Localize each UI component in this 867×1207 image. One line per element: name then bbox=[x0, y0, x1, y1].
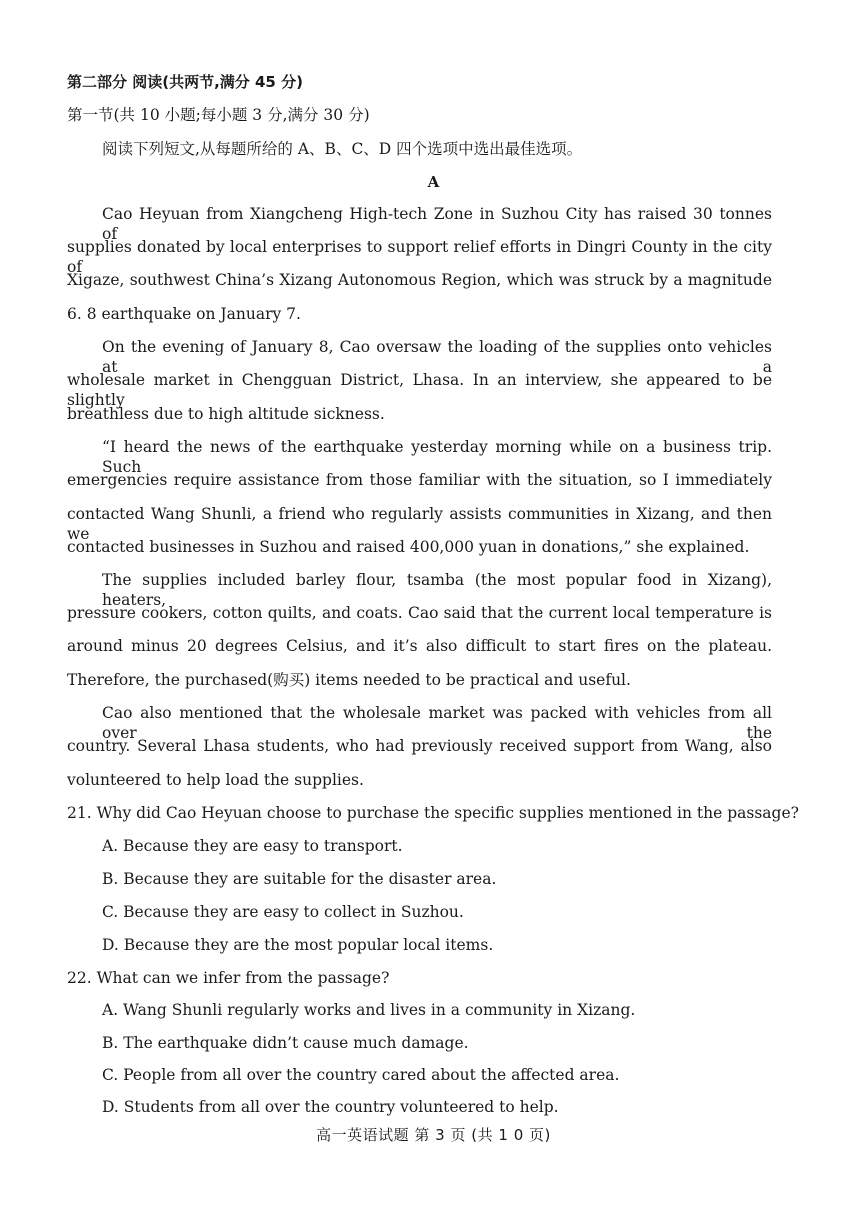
question-21-option-a: A. Because they are easy to transport. bbox=[102, 837, 403, 855]
passage-line: contacted businesses in Suzhou and raised 400,000 yuan in donations,” she explained. bbox=[67, 538, 750, 556]
passage-line: emergencies require assistance from those familiar with the situation, so I immediately bbox=[67, 471, 772, 489]
question-22-option-c: C. People from all over the country cared about the affected area. bbox=[102, 1066, 620, 1084]
question-21-option-d: D. Because they are the most popular local items. bbox=[102, 936, 494, 954]
passage-line: Therefore, the purchased(购买) items needed to be practical and useful. bbox=[67, 671, 631, 689]
instructions: 阅读下列短文,从每题所给的 A、B、C、D 四个选项中选出最佳选项。 bbox=[102, 140, 583, 158]
passage-line: The supplies included barley flour, tsamba (the most popular food in Xizang), heaters, bbox=[102, 571, 772, 609]
question-stem-22: 22. What can we infer from the passage? bbox=[67, 969, 390, 987]
question-22-option-a: A. Wang Shunli regularly works and lives in a community in Xizang. bbox=[102, 1001, 636, 1019]
page-footer: 高一英语试题 第 3 页 (共 1 0 页) bbox=[316, 1126, 551, 1144]
passage-line: wholesale market in Chengguan District, Lhasa. In an interview, she appeared to be slightly bbox=[67, 371, 772, 409]
question-21-option-b: B. Because they are suitable for the disaster area. bbox=[102, 870, 497, 888]
question-21-option-c: C. Because they are easy to collect in Suzhou. bbox=[102, 903, 464, 921]
question-22-option-b: B. The earthquake didn’t cause much damage. bbox=[102, 1034, 469, 1052]
passage-line: volunteered to help load the supplies. bbox=[67, 771, 364, 789]
passage-line: 6. 8 earthquake on January 7. bbox=[67, 305, 301, 323]
passage-line: Xigaze, southwest China’s Xizang Autonomous Region, which was struck by a magnitude bbox=[67, 271, 772, 289]
passage-line: supplies donated by local enterprises to support relief efforts in Dingri County in the city of bbox=[67, 238, 772, 276]
passage-line: Cao also mentioned that the wholesale market was packed with vehicles from all over the bbox=[102, 704, 772, 742]
passage-letter: A bbox=[427, 173, 440, 191]
passage-line: “I heard the news of the earthquake yesterday morning while on a business trip. Such bbox=[102, 438, 772, 476]
section-title: 第一节(共 10 小题;每小题 3 分,满分 30 分) bbox=[67, 106, 370, 124]
passage-line: around minus 20 degrees Celsius, and it’s also difficult to start fires on the plateau. bbox=[67, 637, 772, 655]
passage-line: pressure cookers, cotton quilts, and coats. Cao said that the current local temperature is bbox=[67, 604, 772, 622]
passage-line: contacted Wang Shunli, a friend who regularly assists communities in Xizang, and then we bbox=[67, 505, 772, 543]
question-stem-21: 21. Why did Cao Heyuan choose to purchase the specific supplies mentioned in the passage? bbox=[67, 804, 799, 822]
passage-line: country. Several Lhasa students, who had previously received support from Wang, also bbox=[67, 737, 772, 755]
passage-line: breathless due to high altitude sickness. bbox=[67, 405, 385, 423]
passage-line: Cao Heyuan from Xiangcheng High-tech Zone in Suzhou City has raised 30 tonnes of bbox=[102, 205, 772, 243]
part-title: 第二部分 阅读(共两节,满分 45 分) bbox=[67, 73, 303, 91]
question-22-option-d: D. Students from all over the country volunteered to help. bbox=[102, 1098, 559, 1116]
passage-line: On the evening of January 8, Cao oversaw the loading of the supplies onto vehicles at a bbox=[102, 338, 772, 376]
